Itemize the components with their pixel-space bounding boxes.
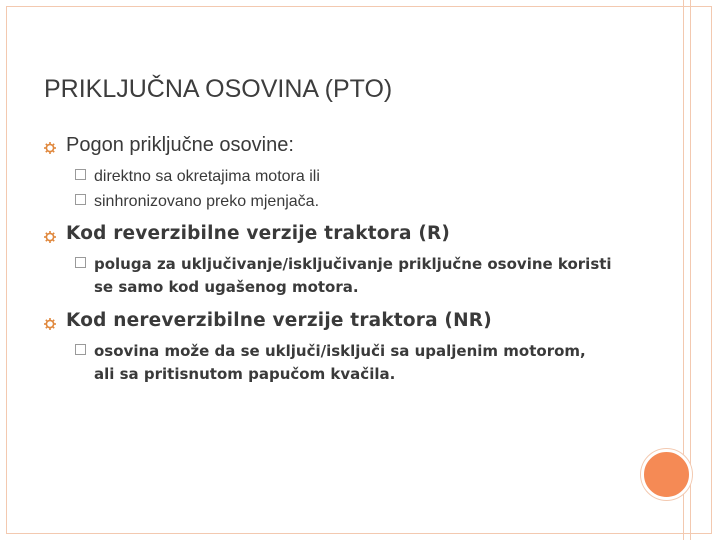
square-bullet-icon	[75, 169, 86, 180]
sub-bullet-text: poluga za uključivanje/isključivanje priključne osovine koristi se samo kod ugašenog motora.	[94, 255, 612, 296]
slide-title: PRIKLJUČNA OSOVINA (PTO)	[44, 75, 393, 103]
square-bullet-icon	[75, 344, 86, 355]
gear-bullet-icon	[44, 230, 56, 242]
sub-bullet-item	[44, 190, 644, 213]
bullet-text: Kod reverzibilne verzije traktora (R)	[66, 223, 451, 244]
bullet-item	[44, 223, 644, 244]
gear-bullet-icon	[44, 317, 56, 329]
sub-bullet-item	[44, 340, 604, 385]
decorative-circle	[641, 449, 692, 500]
bullet-item	[44, 310, 644, 331]
decorative-line	[690, 0, 691, 540]
bullet-text: Pogon priključne osovine:	[66, 134, 294, 156]
bullet-text: Kod nereverzibilne verzije traktora (NR)	[66, 310, 492, 331]
sub-bullet-text: osovina može da se uključi/isključi sa upaljenim motorom, ali sa pritisnutom papučom kvačila.	[94, 342, 586, 383]
square-bullet-icon	[75, 194, 86, 205]
square-bullet-icon	[75, 257, 86, 268]
bullet-item	[44, 134, 644, 157]
sub-bullet-text: direktno sa okretajima motora ili	[94, 168, 320, 185]
gear-bullet-icon	[44, 141, 56, 153]
sub-bullet-item	[44, 165, 644, 188]
sub-bullet-item	[44, 253, 614, 298]
sub-bullet-text: sinhronizovano preko mjenjača.	[94, 193, 320, 210]
bullet-list	[44, 134, 644, 385]
